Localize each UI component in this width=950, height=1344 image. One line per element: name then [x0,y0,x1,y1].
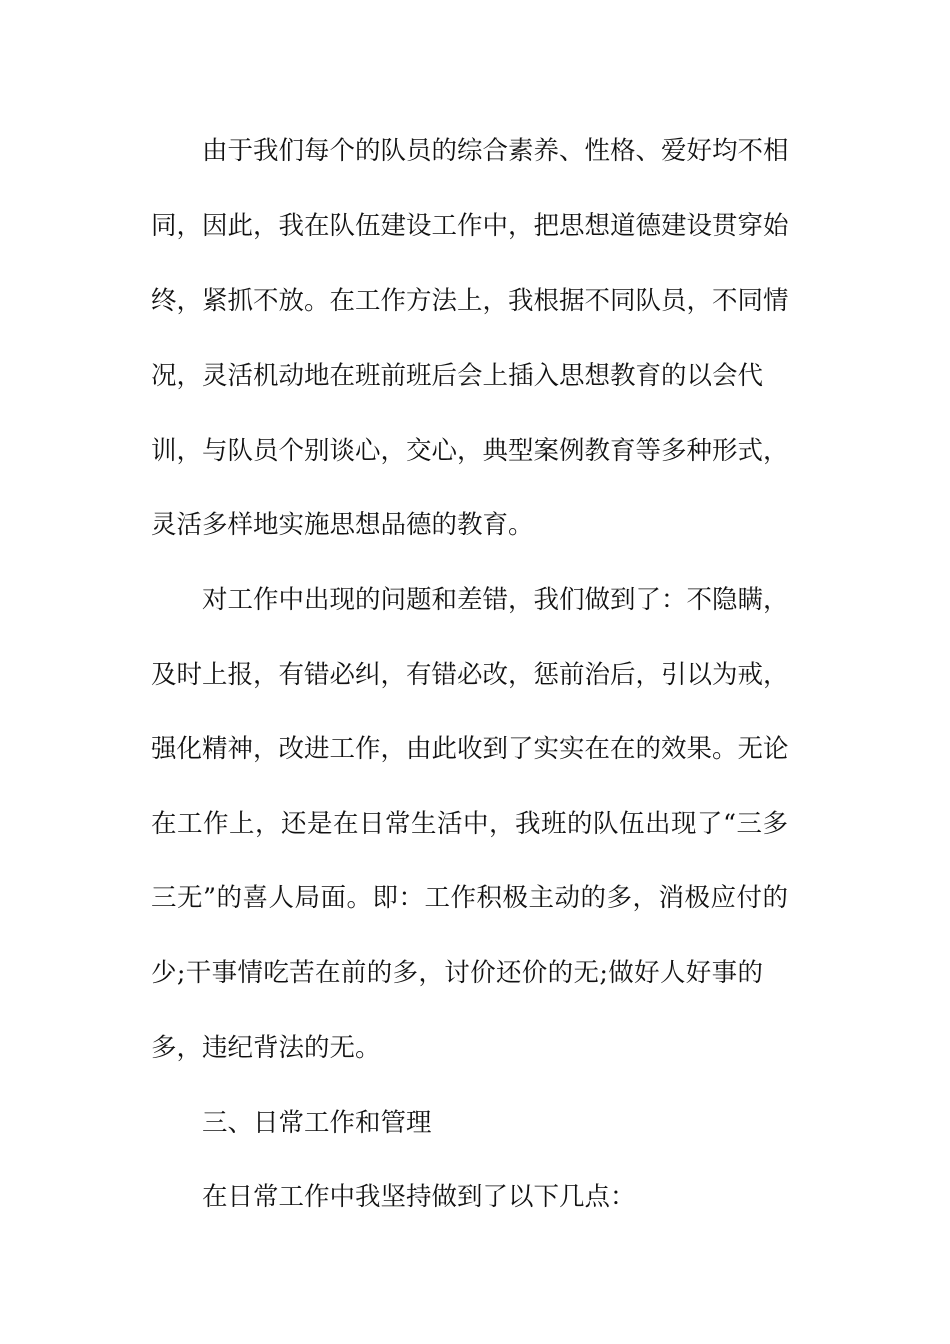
section-heading: 三、日常工作和管理 [202,1108,432,1138]
paragraph-2-line-1: 对工作中出现的问题和差错，我们做到了：不隐瞒， [202,585,789,615]
paragraph-3-line-1: 在日常工作中我坚持做到了以下几点： [202,1182,636,1212]
paragraph-2-line-3: 强化精神，改进工作，由此收到了实实在在的效果。无论 [151,734,789,764]
paragraph-1-line-3: 终，紧抓不放。在工作方法上，我根据不同队员，不同情 [151,286,789,316]
paragraph-1-line-6: 灵活多样地实施思想品德的教育。 [151,510,534,540]
paragraph-2-line-7: 多，违纪背法的无。 [151,1033,381,1063]
paragraph-2-line-6: 少;干事情吃苦在前的多，讨价还价的无;做好人好事的 [151,958,763,988]
paragraph-2-line-4: 在工作上，还是在日常生活中，我班的队伍出现了“三多 [151,809,788,839]
paragraph-1-line-4: 况，灵活机动地在班前班后会上插入思想教育的以会代 [151,361,764,391]
paragraph-1-line-5: 训，与队员个别谈心，交心，典型案例教育等多种形式， [151,436,789,466]
paragraph-2-line-5: 三无”的喜人局面。即：工作积极主动的多，消极应付的 [151,883,788,913]
paragraph-1-line-1: 由于我们每个的队员的综合素养、性格、爱好均不相 [202,136,789,166]
paragraph-1-line-2: 同，因此，我在队伍建设工作中，把思想道德建设贯穿始 [151,211,789,241]
paragraph-2-line-2: 及时上报，有错必纠，有错必改，惩前治后，引以为戒， [151,660,789,690]
